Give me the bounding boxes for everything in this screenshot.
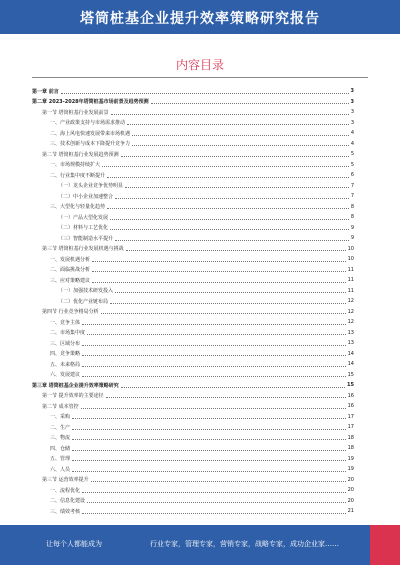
toc-leader-dots [82,376,346,377]
toc-entry-title: （一）加强技术研发投入 [58,288,114,295]
toc-page-number: 7 [350,193,354,200]
toc-entry-title: 三、应对策略建议 [50,277,91,284]
toc-entry[interactable] [32,506,354,517]
toc-entry[interactable] [32,275,354,286]
toc-entry[interactable] [32,380,354,391]
header-banner [0,0,400,34]
toc-leader-dots [92,261,346,262]
toc-entry-title: 一、发展机遇分析 [50,256,91,263]
toc-leader-dots [82,345,346,346]
toc-entry-title: 六、发展建议 [50,372,81,379]
toc-entry-title: 第三节 塔筒桩基行业发展机遇与挑战 [42,246,124,253]
toc-page-number: 8 [350,214,354,221]
toc-page-number: 17 [347,424,354,431]
toc-entry[interactable] [32,191,354,202]
toc-leader-dots [110,303,346,304]
toc-page-number: 20 [347,487,354,494]
toc-entry-title: 第二章 2023-2028年塔筒桩基市场前景及趋势预测 [32,99,149,106]
toc-entry-title: 三、区域分布 [50,340,81,347]
toc-entry[interactable] [32,422,354,433]
toc-page-number: 7 [350,182,354,189]
toc-leader-dots [81,408,346,409]
toc-entry-title: 第一节 提升效率的主要途径 [42,393,104,400]
toc-entry[interactable] [32,391,354,402]
footer-slogan: 让每个人都能成为 [46,540,102,548]
table-of-contents [32,86,354,517]
toc-entry[interactable] [32,160,354,171]
toc-entry-title: （三）智能制造水平提升 [58,235,114,242]
toc-entry-title: 第三节 运营效率提升 [42,477,89,484]
toc-leader-dots [72,429,346,430]
toc-page-number: 13 [347,340,354,347]
toc-page-number: 11 [347,266,354,273]
toc-entry[interactable] [32,412,354,423]
toc-entry[interactable] [32,296,354,307]
toc-entry-title: 第一章 前言 [32,88,59,95]
toc-entry-title: （二）中小企业加速整合 [58,193,114,200]
toc-page-number: 5 [350,151,354,158]
toc-entry[interactable] [32,307,354,318]
toc-page-number: 3 [350,88,354,95]
toc-entry[interactable] [32,401,354,412]
toc-page-number: 19 [347,466,354,473]
toc-page-number: 12 [347,308,354,315]
toc-leader-dots [111,114,349,115]
toc-entry[interactable] [32,433,354,444]
toc-entry[interactable] [32,223,354,234]
toc-page-number: 18 [347,434,354,441]
toc-entry[interactable] [32,139,354,150]
toc-entry[interactable] [32,97,354,108]
toc-leader-dots [82,366,346,367]
toc-leader-dots [72,450,346,451]
toc-entry[interactable] [32,181,354,192]
toc-page-number: 4 [350,140,354,147]
toc-leader-dots [115,198,349,199]
toc-entry-title: 一、竞争主体 [50,319,81,326]
toc-entry-title: 一、采购 [50,414,71,421]
toc-entry-title: 一、产业政策支持与市场需求推动 [50,120,126,127]
toc-entry[interactable] [32,212,354,223]
toc-page-number: 18 [347,445,354,452]
toc-leader-dots [72,471,346,472]
toc-leader-dots [106,397,346,398]
toc-entry[interactable] [32,485,354,496]
toc-leader-dots [151,103,349,104]
footer-banner [0,525,400,565]
toc-page-number: 10 [347,245,354,252]
toc-entry-title: 第三章 塔筒桩基企业提升效率策略研究 [32,382,119,389]
toc-leader-dots [132,135,349,136]
toc-page-number: 12 [347,319,354,326]
toc-leader-dots [91,481,346,482]
toc-page-number: 16 [347,392,354,399]
toc-leader-dots [115,292,346,293]
footer-accent-stripe [370,525,400,565]
toc-page-number: 21 [347,508,354,515]
toc-page-number: 14 [347,350,354,357]
toc-entry-title: 三、大型化与轻量化趋势 [50,204,106,211]
toc-leader-dots [72,418,346,419]
toc-entry-title: 二、海上风电快速发展带来市场机遇 [50,130,131,137]
toc-leader-dots [87,334,346,335]
toc-entry-title: 二、信息化建设 [50,498,86,505]
toc-page-number: 5 [350,161,354,168]
toc-leader-dots [125,187,349,188]
toc-leader-dots [110,229,349,230]
toc-entry-title: 第一节 塔筒桩基行业发展前景 [42,109,109,116]
toc-entry[interactable] [32,128,354,139]
toc-page-number: 3 [350,98,354,105]
toc-leader-dots [82,355,346,356]
toc-entry-title: 第二节 塔筒桩基行业发展趋势预测 [42,151,119,158]
toc-leader-dots [92,282,346,283]
toc-entry[interactable] [32,359,354,370]
footer-roles: 行业专家，管理专家，营销专家，战略专家，成功企业家…… [150,540,339,548]
toc-entry-title: 四、仓储 [50,445,71,452]
toc-entry[interactable] [32,254,354,265]
toc-page-number: 19 [347,455,354,462]
toc-entry[interactable] [32,370,354,381]
toc-entry[interactable] [32,265,354,276]
toc-entry-title: 二、行业集中度不断提升 [50,172,106,179]
toc-leader-dots [107,177,349,178]
toc-entry[interactable] [32,443,354,454]
toc-entry[interactable] [32,202,354,213]
toc-entry[interactable] [32,107,354,118]
toc-leader-dots [107,208,349,209]
toc-leader-dots [72,460,346,461]
toc-leader-dots [82,492,346,493]
toc-entry-title: （一）产品大型化发展 [58,214,109,221]
toc-page-number: 11 [347,287,354,294]
toc-entry-title: 第四节 行业竞争格局分析 [42,309,99,316]
toc-page-number: 13 [347,329,354,336]
toc-entry-title: 六、人员 [50,466,71,473]
toc-entry-title: （一）龙头企业竞争优势明显 [58,183,124,190]
toc-page-number: 3 [350,119,354,126]
toc-entry-title: 二、市场集中度 [50,330,86,337]
toc-entry[interactable] [32,349,354,360]
toc-entry[interactable] [32,338,354,349]
toc-entry[interactable] [32,454,354,465]
toc-page-number: 8 [350,203,354,210]
toc-entry-title: 一、流程优化 [50,487,81,494]
toc-entry[interactable] [32,170,354,181]
toc-leader-dots [72,439,346,440]
toc-leader-dots [121,387,345,388]
toc-page-number: 20 [347,497,354,504]
toc-entry-title: 三、绩效考核 [50,508,81,515]
toc-leader-dots [101,313,346,314]
toc-entry[interactable] [32,118,354,129]
toc-entry[interactable] [32,464,354,475]
toc-leader-dots [127,124,349,125]
toc-page-number: 9 [350,235,354,242]
toc-page-number: 4 [350,130,354,137]
toc-leader-dots [121,156,349,157]
toc-page-number: 15 [347,382,354,389]
toc-leader-dots [110,219,349,220]
toc-page-number: 10 [347,256,354,263]
toc-entry-title: 第二节 成本管控 [42,403,79,410]
toc-entry[interactable] [32,86,354,97]
toc-page-number: 15 [347,371,354,378]
toc-entry-title: 五、管理 [50,456,71,463]
toc-entry[interactable] [32,149,354,160]
toc-leader-dots [61,93,349,94]
toc-entry-title: 三、物流 [50,435,71,442]
toc-entry-title: 二、面临挑战分析 [50,267,91,274]
toc-page-number: 16 [347,403,354,410]
toc-leader-dots [115,240,349,241]
toc-entry[interactable] [32,328,354,339]
toc-leader-dots [82,324,346,325]
toc-page-number: 6 [350,172,354,179]
toc-leader-dots [87,502,346,503]
toc-entry[interactable] [32,233,354,244]
toc-entry-title: （二）优化产业链布局 [58,298,109,305]
toc-leader-dots [82,513,346,514]
toc-entry-title: （二）材料与工艺优化 [58,225,109,232]
toc-page-number: 3 [350,109,354,116]
toc-heading: 内容目录 [175,58,224,72]
toc-entry-title: 二、生产 [50,424,71,431]
toc-page-number: 17 [347,413,354,420]
toc-entry[interactable] [32,317,354,328]
toc-entry-title: 一、市场规模持续扩大 [50,162,101,169]
toc-page-number: 12 [347,298,354,305]
toc-page-number: 20 [347,476,354,483]
toc-page-number: 14 [347,361,354,368]
report-title: 塔筒桩基企业提升效率策略研究报告 [80,11,320,27]
toc-entry[interactable] [32,244,354,255]
toc-entry-title: 五、未来格局 [50,361,81,368]
toc-page-number: 9 [350,224,354,231]
toc-divider [32,77,368,78]
toc-entry[interactable] [32,496,354,507]
toc-leader-dots [92,271,346,272]
toc-entry[interactable] [32,286,354,297]
toc-leader-dots [126,250,346,251]
toc-leader-dots [102,166,349,167]
toc-entry[interactable] [32,475,354,486]
toc-page-number: 11 [347,277,354,284]
toc-leader-dots [132,145,349,146]
toc-entry-title: 三、技术创新与成本下降提升竞争力 [50,141,131,148]
toc-entry-title: 四、竞争策略 [50,351,81,358]
